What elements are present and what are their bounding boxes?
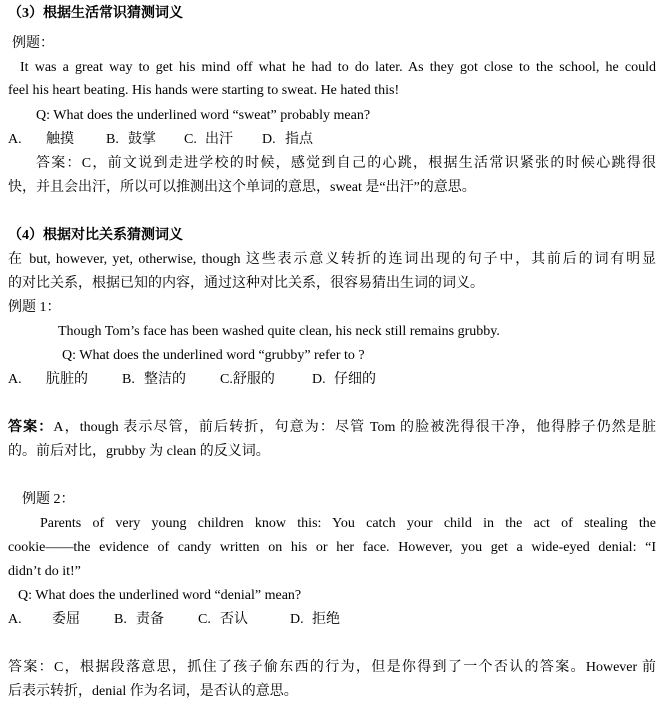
question: Q: What does the underlined word “sweat” probably mean? bbox=[36, 108, 371, 123]
example-2-passage-line-1: Parents of very young children know this: You catch your child in the act of stealing the bbox=[40, 516, 656, 531]
passage-line-1: It was a great way to get his mind off what he had to do later. As they got close to the school, he could bbox=[20, 60, 656, 75]
option-text-c: 出汗 bbox=[205, 132, 233, 147]
example-1-label: 例题 1： bbox=[8, 300, 61, 315]
example-2-question: Q: What does the underlined word “denial” mean? bbox=[18, 588, 302, 603]
option-letter-d: D. bbox=[262, 132, 276, 147]
option-letter-b: B. bbox=[122, 372, 135, 387]
option-text-a: 委屈 bbox=[52, 612, 80, 627]
option-letter-d: D. bbox=[290, 612, 304, 627]
section-3-title: （3）根据生活常识猜测词义 bbox=[8, 6, 183, 21]
section-4-title: （4）根据对比关系猜测词义 bbox=[8, 228, 183, 243]
option-letter-a: A. bbox=[8, 612, 22, 627]
example-label: 例题： bbox=[12, 36, 54, 51]
intro-line-1: 在 but, however, yet, otherwise, though 这些表示意义转折的连词出现的句子中，其前后的词有明显 bbox=[8, 252, 656, 267]
option-letter-a: A. bbox=[8, 372, 22, 387]
option-text-b: 鼓掌 bbox=[128, 132, 156, 147]
example-1-sentence: Though Tom’s face has been washed quite clean, his neck still remains grubby. bbox=[58, 324, 500, 339]
option-text-d: 拒绝 bbox=[312, 612, 340, 627]
option-letter-b: B. bbox=[106, 132, 119, 147]
option-text-c: 否认 bbox=[220, 612, 248, 627]
option-text-d: 仔细的 bbox=[334, 372, 376, 387]
example-1-answer-line-1 bbox=[8, 418, 656, 438]
answer-text: A，though 表示尽管，前后转折，句意为：尽管 Tom 的脸被洗得很干净，他得脖子仍然是脏 bbox=[53, 420, 656, 435]
answer-label: 答案： bbox=[8, 420, 54, 435]
answer-line-2: 快，并且会出汗，所以可以推测出这个单词的意思，sweat 是“出汗”的意思。 bbox=[8, 180, 476, 195]
option-text-b: 责备 bbox=[136, 612, 164, 627]
option-text-a: 肮脏的 bbox=[46, 372, 88, 387]
option-c: C.舒服的 bbox=[220, 372, 275, 387]
intro-line-2: 的对比关系，根据已知的内容，通过这种对比关系，很容易猜出生词的词义。 bbox=[8, 276, 484, 291]
example-2-label: 例题 2： bbox=[22, 492, 75, 507]
example-2-passage-line-3: didn’t do it!” bbox=[8, 564, 81, 579]
example-2-passage-line-2: cookie——the evidence of candy written on his or her face. However, you get a wide-eyed denial: “I bbox=[8, 540, 656, 555]
option-text-a: 触摸 bbox=[46, 132, 74, 147]
option-letter-d: D. bbox=[312, 372, 326, 387]
answer-line-1: 答案：C，前文说到走进学校的时候，感觉到自己的心跳，根据生活常识紧张的时候心跳得很 bbox=[36, 156, 656, 171]
option-letter-a: A. bbox=[8, 132, 22, 147]
example-1-question: Q: What does the underlined word “grubby” refer to ? bbox=[62, 348, 365, 363]
passage-line-2: feel his heart beating. His hands were starting to sweat. He hated this! bbox=[8, 83, 400, 98]
option-letter-b: B. bbox=[114, 612, 127, 627]
example-2-answer-line-1: 答案：C，根据段落意思，抓住了孩子偷东西的行为，但是你得到了一个否认的答案。However 前 bbox=[8, 660, 656, 675]
example-1-answer-line-2: 的。前后对比，grubby 为 clean 的反义词。 bbox=[8, 444, 270, 459]
option-letter-c: C. bbox=[184, 132, 197, 147]
option-letter-c: C. bbox=[198, 612, 211, 627]
option-text-b: 整洁的 bbox=[144, 372, 186, 387]
option-text-d: 指点 bbox=[285, 132, 313, 147]
example-2-answer-line-2: 后表示转折，denial 作为名词，是否认的意思。 bbox=[8, 684, 298, 699]
